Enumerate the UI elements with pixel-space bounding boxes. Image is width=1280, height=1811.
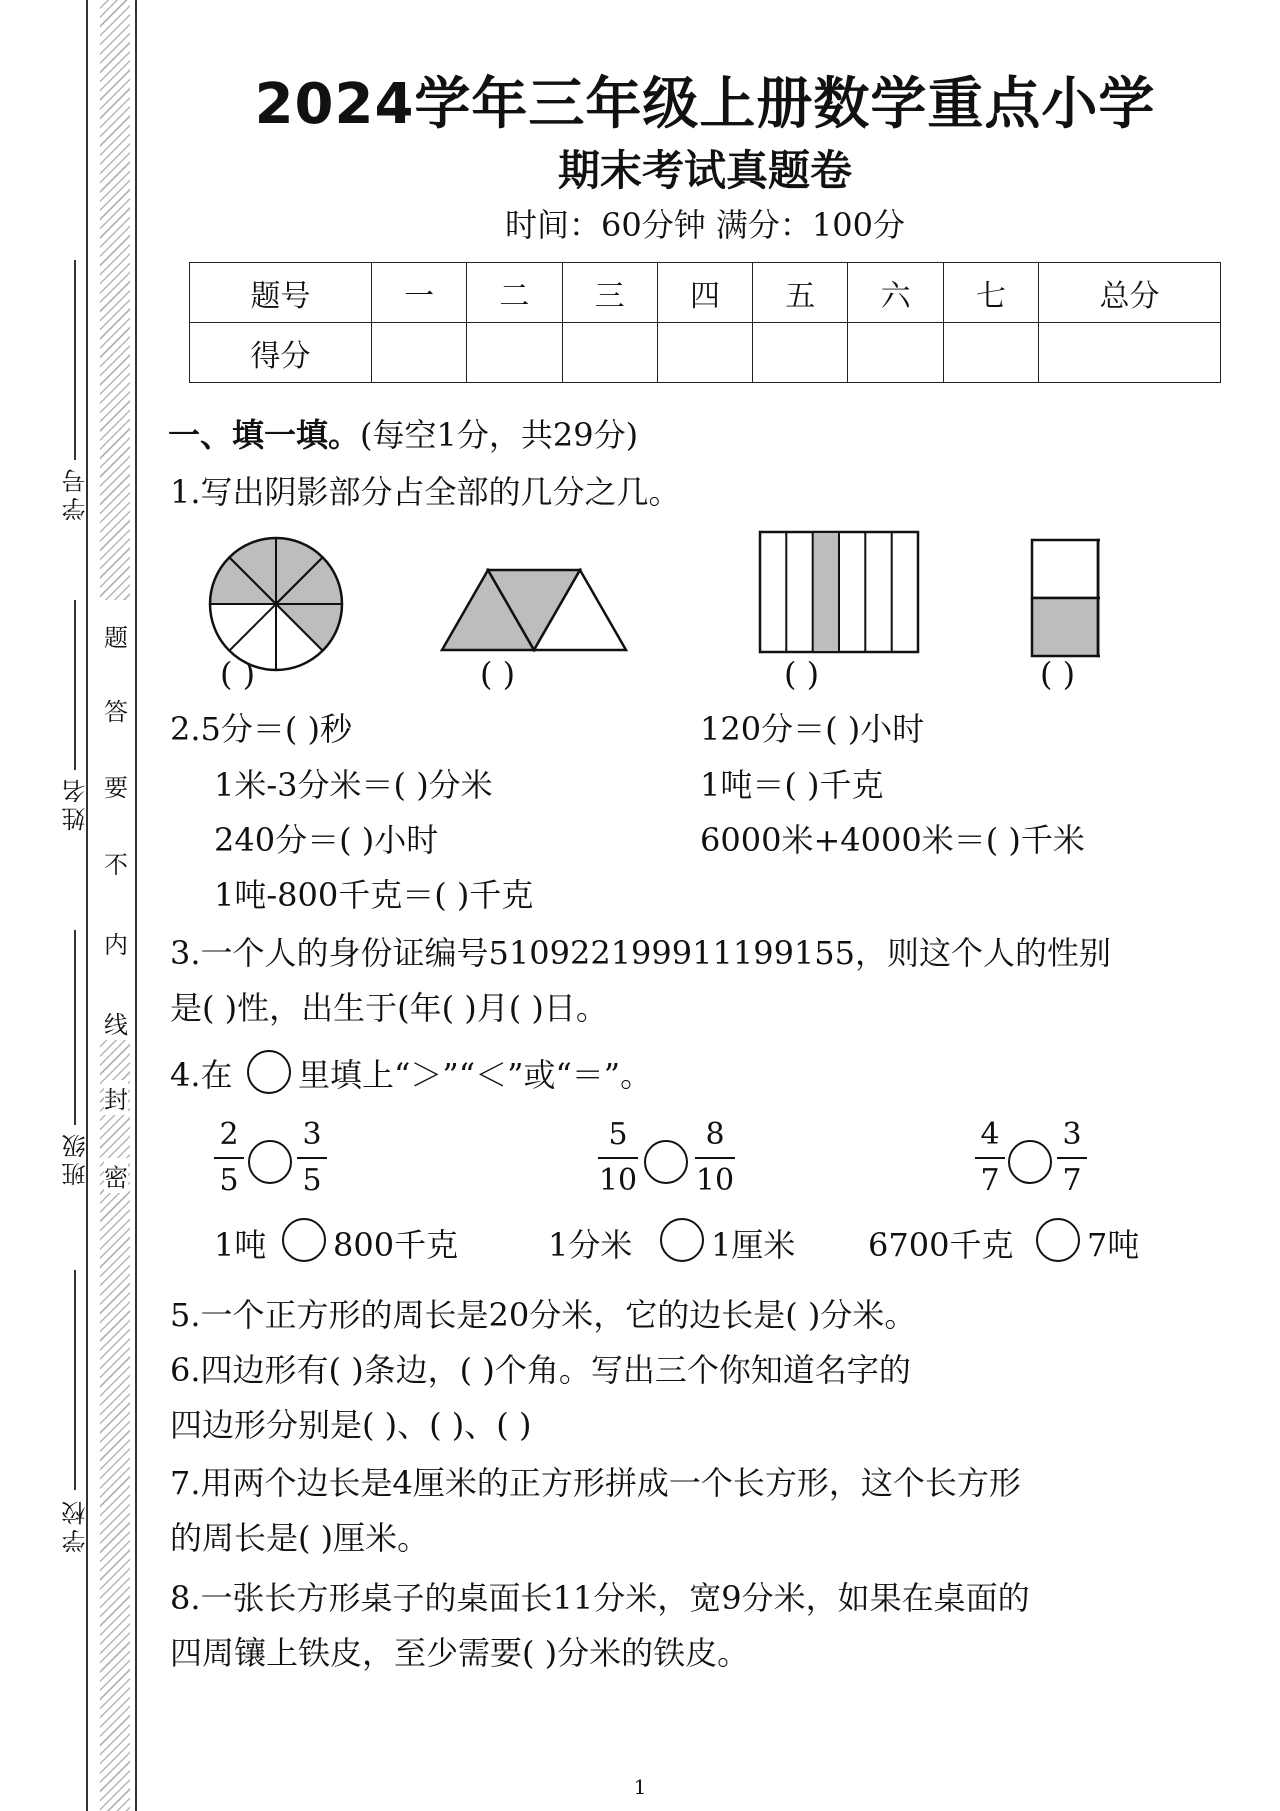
name-label: 姓名 xyxy=(62,775,90,831)
page-title: 2024学年三年级上册数学重点小学 xyxy=(254,72,1156,137)
score-cell[interactable] xyxy=(753,323,848,383)
compare-right: 800千克 xyxy=(333,1226,459,1264)
binding-line xyxy=(135,0,137,1811)
fraction xyxy=(214,1115,244,1201)
seal-char: 答 xyxy=(104,692,128,727)
question-4-prefix: 4.在 xyxy=(170,1056,233,1094)
fraction xyxy=(598,1115,638,1201)
numerator: 5 xyxy=(608,1117,628,1152)
time-score-info: 时间：60分钟 满分：100分 xyxy=(505,206,905,244)
page-subtitle: 期末考试真题卷 xyxy=(557,146,852,195)
score-cell[interactable] xyxy=(848,323,943,383)
compare-circle[interactable] xyxy=(660,1218,704,1262)
question-7-line1: 7.用两个边长是4厘米的正方形拼成一个长方形，这个长方形 xyxy=(170,1464,1021,1502)
question-3-line2: 是( )性，出生于(年( )月( )日。 xyxy=(170,989,608,1027)
seal-char: 不 xyxy=(104,845,128,880)
class-line xyxy=(74,930,76,1125)
compare-circle[interactable] xyxy=(248,1140,292,1184)
seal-char: 要 xyxy=(104,768,128,803)
page-number: 1 xyxy=(633,1775,647,1799)
score-table-col: 五 xyxy=(753,263,848,323)
question-4-text: 里填上“＞”“＜”或“＝”。 xyxy=(298,1056,653,1094)
answer-blank[interactable]: ( ) xyxy=(1040,655,1076,693)
numerator: 3 xyxy=(302,1117,322,1152)
question-8-line2: 四周镶上铁皮，至少需要( )分米的铁皮。 xyxy=(170,1634,750,1672)
question-7-line2: 的周长是( )厘米。 xyxy=(170,1519,430,1557)
numerator: 3 xyxy=(1062,1117,1082,1152)
numerator: 2 xyxy=(219,1117,239,1152)
score-table-header-row xyxy=(190,263,1221,323)
compare-circle[interactable] xyxy=(644,1140,688,1184)
question-1: 1.写出阴影部分占全部的几分之几。 xyxy=(170,473,681,511)
score-cell[interactable] xyxy=(467,323,562,383)
question-2c: 1米-3分米＝( )分米 xyxy=(214,766,493,804)
denominator: 7 xyxy=(1062,1163,1082,1198)
answer-blank[interactable]: ( ) xyxy=(784,655,820,693)
compare-left: 6700千克 xyxy=(868,1226,1014,1264)
fraction xyxy=(975,1115,1005,1201)
square-figure xyxy=(1032,540,1100,656)
score-table xyxy=(189,262,1221,383)
question-2b: 120分＝( )小时 xyxy=(700,710,925,748)
score-table-score-row xyxy=(190,323,1221,383)
seal-char: 线 xyxy=(104,1005,128,1040)
seal-gap xyxy=(98,600,132,1040)
student-id-line xyxy=(74,260,76,460)
score-table-header-label: 题号 xyxy=(190,263,372,323)
score-table-col: 一 xyxy=(371,263,466,323)
question-2e: 240分＝( )小时 xyxy=(214,821,439,859)
question-6-line1: 6.四边形有( )条边，( )个角。写出三个你知道名字的 xyxy=(170,1351,911,1389)
score-table-score-label: 得分 xyxy=(190,323,372,383)
compare-right: 1厘米 xyxy=(711,1226,796,1264)
score-table-col: 四 xyxy=(657,263,752,323)
denominator: 10 xyxy=(598,1163,638,1198)
denominator: 10 xyxy=(695,1163,735,1198)
fraction xyxy=(695,1115,735,1201)
compare-circle[interactable] xyxy=(1008,1140,1052,1184)
question-8-line1: 8.一张长方形桌子的桌面长11分米，宽9分米，如果在桌面的 xyxy=(170,1579,1030,1617)
score-table-col: 三 xyxy=(562,263,657,323)
numerator: 4 xyxy=(980,1117,1000,1152)
trapezoid-figure xyxy=(442,570,626,650)
question-6-line2: 四边形分别是( )、( )、( ) xyxy=(170,1406,532,1444)
compare-circle[interactable] xyxy=(1036,1218,1080,1262)
seal-char: 题 xyxy=(104,618,128,653)
compare-circle[interactable] xyxy=(282,1218,326,1262)
compare-right: 7吨 xyxy=(1087,1226,1140,1264)
question-2a: 2.5分＝( )秒 xyxy=(170,710,353,748)
question-5: 5.一个正方形的周长是20分米，它的边长是( )分米。 xyxy=(170,1296,917,1334)
fraction xyxy=(1057,1115,1087,1201)
answer-blank[interactable]: ( ) xyxy=(220,655,256,693)
score-cell[interactable] xyxy=(1039,323,1221,383)
seal-char: 内 xyxy=(104,925,128,960)
answer-blank[interactable]: ( ) xyxy=(480,655,516,693)
section-points: (每空1分，共29分) xyxy=(360,416,639,454)
section-heading: 一、填一填。(每空1分，共29分) xyxy=(168,416,639,454)
circle-figure xyxy=(210,538,342,670)
school-label: 学校 xyxy=(62,1497,90,1553)
score-table-col: 总分 xyxy=(1039,263,1221,323)
denominator: 5 xyxy=(302,1163,322,1198)
school-line xyxy=(74,1270,76,1490)
score-cell[interactable] xyxy=(657,323,752,383)
compare-left: 1分米 xyxy=(548,1226,633,1264)
seal-char: 密 xyxy=(104,1158,128,1193)
compare-left: 1吨 xyxy=(214,1226,267,1264)
question-2g: 1吨-800千克＝( )千克 xyxy=(214,876,534,914)
fraction-figures xyxy=(200,530,1100,680)
score-table-col: 七 xyxy=(943,263,1038,323)
question-2f: 6000米+4000米＝( )千米 xyxy=(700,821,1085,859)
question-3-line1: 3.一个人的身份证编号510922199911199155，则这个人的性别 xyxy=(170,934,1112,972)
score-cell[interactable] xyxy=(562,323,657,383)
score-cell[interactable] xyxy=(371,323,466,383)
denominator: 7 xyxy=(980,1163,1000,1198)
name-line xyxy=(74,600,76,770)
strip-rectangle-figure xyxy=(760,532,918,652)
class-label: 班级 xyxy=(62,1130,90,1186)
denominator: 5 xyxy=(219,1163,239,1198)
score-cell[interactable] xyxy=(943,323,1038,383)
question-2d: 1吨＝( )千克 xyxy=(700,766,884,804)
fraction xyxy=(297,1115,327,1201)
numerator: 8 xyxy=(705,1117,725,1152)
compare-circle-icon xyxy=(247,1050,291,1094)
score-table-col: 二 xyxy=(467,263,562,323)
score-table-col: 六 xyxy=(848,263,943,323)
seal-char: 封 xyxy=(104,1080,128,1115)
student-id-label: 学号 xyxy=(62,465,90,521)
